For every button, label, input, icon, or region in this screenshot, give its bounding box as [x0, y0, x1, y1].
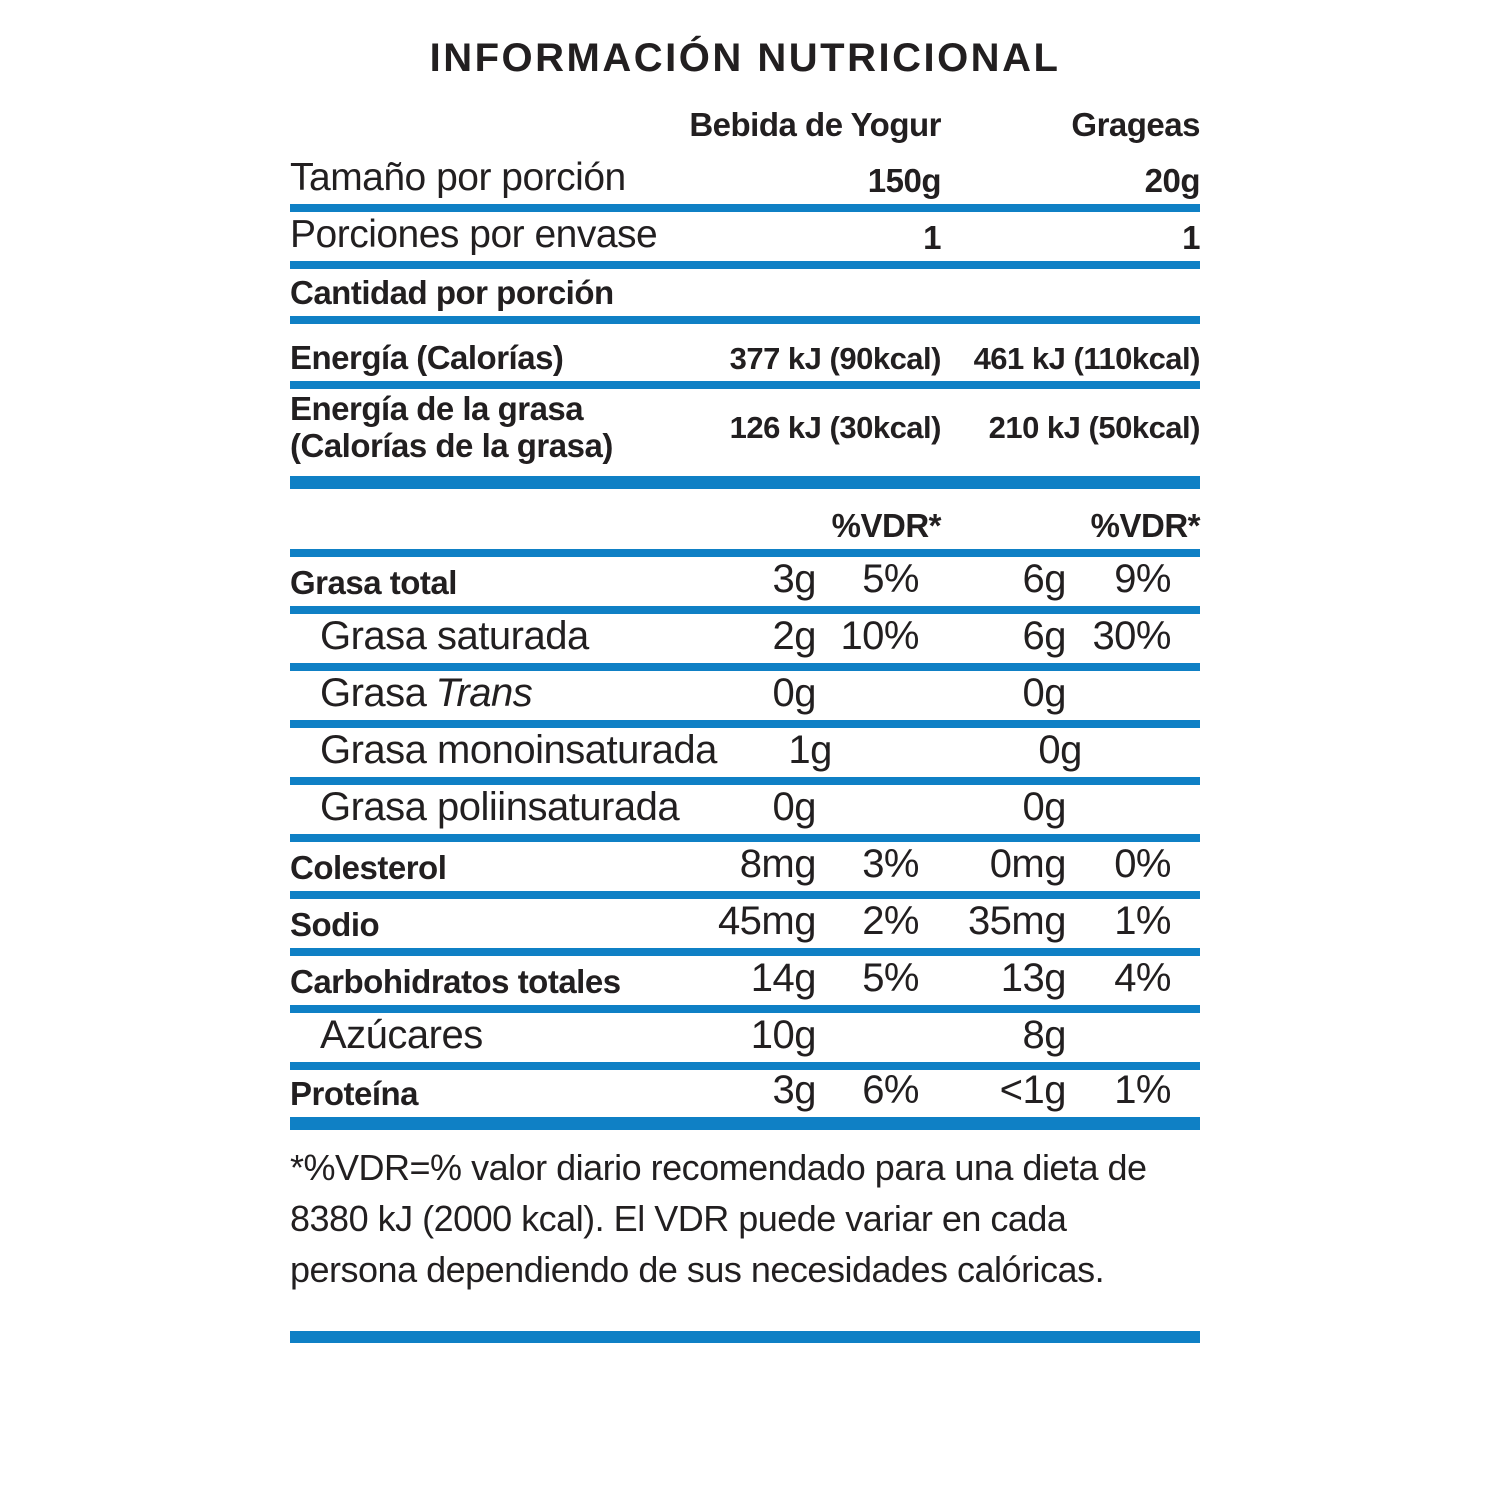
column-headers-row — [290, 100, 1200, 148]
nutrient-label — [290, 1015, 701, 1055]
column-header-yogur: Bebida de Yogur — [689, 106, 941, 143]
nutrient-amount-grageas: 6g — [1022, 557, 1066, 601]
nutrient-vdr-yogur: 3% — [862, 842, 919, 886]
nutrient-amount-yogur: 14g — [750, 956, 816, 1000]
nutrient-amount-grageas: 35mg — [967, 899, 1066, 943]
nutrient-vdr-grageas: 1% — [1114, 1068, 1171, 1112]
nutrient-amount-yogur: 1g — [788, 728, 832, 772]
nutrient-amount-grageas: 6g — [1022, 614, 1066, 658]
nutrient-row — [290, 956, 1200, 1013]
nutrient-amount-yogur: 10g — [750, 1013, 816, 1057]
serving-size-grageas: 20g — [1144, 162, 1200, 199]
nutrient-label-text: Colesterol — [290, 849, 447, 886]
nutrient-label-text: Grasa — [320, 671, 427, 715]
nutrient-amount-grageas: 13g — [1000, 956, 1066, 1000]
serving-size-row — [290, 148, 1200, 212]
nutrient-amount-yogur: 3g — [772, 1068, 816, 1112]
energy-yogur: 377 kJ (90kcal) — [729, 341, 941, 376]
nutrient-amount-grageas: 0mg — [989, 842, 1066, 886]
nutrient-row — [290, 1070, 1200, 1130]
nutrient-label-text: Sodio — [290, 906, 380, 943]
serving-size-yogur: 150g — [867, 162, 941, 199]
nutrient-vdr-yogur: 6% — [862, 1068, 919, 1112]
nutrient-amount-yogur: 3g — [772, 557, 816, 601]
nutrient-amount-grageas: <1g — [999, 1068, 1066, 1112]
nutrient-label — [290, 908, 701, 941]
amount-per-serving-label: Cantidad por porción — [290, 274, 614, 311]
amount-per-serving-row — [290, 269, 1200, 324]
servings-per-container-row — [290, 212, 1200, 269]
nutrient-table-body — [290, 557, 1200, 1130]
vdr-header-grageas: %VDR* — [1090, 507, 1200, 544]
energy-row — [290, 324, 1200, 389]
nutrient-label-text: Carbohidratos totales — [290, 963, 621, 1000]
nutrient-row — [290, 1013, 1200, 1070]
column-header-grageas: Grageas — [1071, 106, 1200, 143]
nutrient-label-text: Grasa saturada — [320, 614, 589, 658]
nutrient-label — [290, 787, 701, 827]
nutrient-amount-yogur: 45mg — [717, 899, 816, 943]
nutrient-label-text: Grasa poliinsaturada — [320, 785, 680, 829]
nutrient-row — [290, 671, 1200, 728]
nutrient-amount-yogur: 0g — [772, 671, 816, 715]
nutrient-amount-yogur: 0g — [772, 785, 816, 829]
nutrient-vdr-grageas: 0% — [1114, 842, 1171, 886]
nutrient-vdr-grageas: 9% — [1114, 557, 1171, 601]
nutrient-amount-yogur: 8mg — [739, 842, 816, 886]
nutrient-label — [290, 673, 701, 713]
nutrient-label-text: Proteína — [290, 1075, 419, 1112]
nutrient-row — [290, 899, 1200, 956]
nutrient-label — [290, 851, 701, 884]
nutrient-label-text: Grasa monoinsaturada — [320, 728, 717, 772]
nutrient-amount-grageas: 0g — [1022, 671, 1066, 715]
nutrient-label — [290, 1077, 701, 1110]
vdr-footnote: *%VDR=% valor diario recomendado para una dieta de 8380 kJ (2000 kcal). El VDR puede variar en cada persona dependiendo de sus necesidades calóricas. — [290, 1147, 1147, 1291]
nutrient-vdr-yogur: 2% — [862, 899, 919, 943]
bottom-divider — [290, 1331, 1200, 1343]
nutrient-vdr-yogur: 5% — [862, 557, 919, 601]
servings-per-container-label: Porciones por envase — [290, 213, 658, 256]
nutrient-vdr-grageas: 30% — [1092, 614, 1171, 658]
nutrient-label — [290, 616, 701, 656]
energy-from-fat-yogur: 126 kJ (30kcal) — [729, 410, 941, 445]
nutrition-facts-label — [290, 0, 1200, 1343]
vdr-header-yogur: %VDR* — [831, 507, 941, 544]
energy-from-fat-grageas: 210 kJ (50kcal) — [988, 410, 1200, 445]
nutrient-vdr-grageas: 1% — [1114, 899, 1171, 943]
servings-per-container-yogur: 1 — [923, 219, 941, 256]
nutrient-label-text: Azúcares — [320, 1013, 483, 1057]
nutrient-label — [290, 965, 701, 998]
serving-size-label: Tamaño por porción — [290, 156, 626, 199]
nutrient-amount-grageas: 8g — [1022, 1013, 1066, 1057]
nutrient-vdr-yogur: 5% — [862, 956, 919, 1000]
energy-grageas: 461 kJ (110kcal) — [973, 341, 1200, 376]
nutrient-vdr-grageas: 4% — [1114, 956, 1171, 1000]
nutrient-row — [290, 728, 1200, 785]
nutrient-row — [290, 557, 1200, 614]
nutrient-amount-grageas: 0g — [1022, 785, 1066, 829]
page-title: INFORMACIÓN NUTRICIONAL — [429, 36, 1061, 80]
energy-from-fat-label-line1: Energía de la grasa — [290, 389, 584, 427]
nutrient-label-italic: Trans — [435, 671, 533, 715]
nutrient-label — [290, 566, 701, 599]
nutrient-amount-yogur: 2g — [772, 614, 816, 658]
nutrient-label — [290, 730, 717, 770]
nutrient-amount-grageas: 0g — [1038, 728, 1082, 772]
nutrient-row — [290, 614, 1200, 671]
energy-from-fat-label — [290, 391, 691, 465]
energy-label: Energía (Calorías) — [290, 339, 564, 376]
servings-per-container-grageas: 1 — [1182, 219, 1200, 256]
nutrient-label-text: Grasa total — [290, 564, 457, 601]
nutrient-vdr-yogur: 10% — [840, 614, 919, 658]
vdr-header-row — [290, 489, 1200, 557]
energy-from-fat-label-line2: (Calorías de la grasa) — [290, 426, 613, 464]
nutrient-row — [290, 785, 1200, 842]
nutrient-row — [290, 842, 1200, 899]
energy-from-fat-row — [290, 389, 1200, 489]
